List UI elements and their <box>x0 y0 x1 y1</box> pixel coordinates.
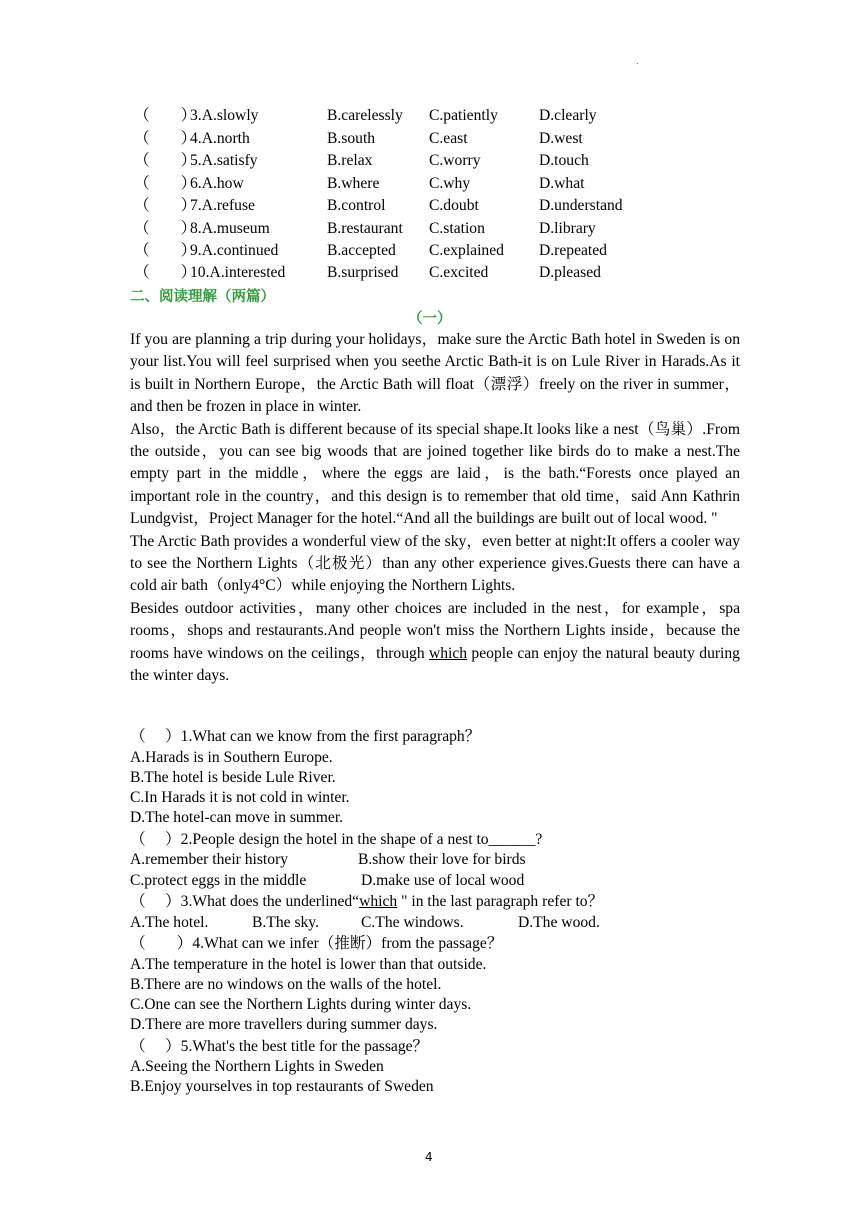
paragraph-3: The Arctic Bath provides a wonderful view of the sky，even better at night:It offers a cooler way to see the Northern Lights（北极光）than any other experience gives.Guests there can have a cold air bath（only4°C）while enjoying the Northern Lights. <box>130 532 740 595</box>
answer-blank: （ ） <box>134 197 197 214</box>
option-c: C.patiently <box>429 107 498 124</box>
option-c: C.doubt <box>429 197 479 214</box>
option-a: 8.A.museum <box>190 220 270 237</box>
option-c: C.worry <box>429 152 481 169</box>
option-a: 6.A.how <box>190 175 244 192</box>
option-b: B.control <box>327 197 386 214</box>
option-c: C.station <box>429 220 485 237</box>
question-5: （ ）5.What's the best title for the passage？ <box>130 1038 429 1055</box>
q4-option-d: D.There are more travellers during summer days. <box>130 1016 438 1033</box>
passage <box>130 329 740 688</box>
option-d: D.touch <box>539 152 589 169</box>
q2-option-a: A.remember their history <box>130 851 289 868</box>
answer-blank: ______ <box>488 831 536 848</box>
paragraph-4: Besides outdoor activities，many other choices are included in the nest，for example，spa rooms，shops and restaurants.And people won't miss the Northern Lights inside，because the rooms have windows on the ceilings，through which people can enjoy the natural beauty during the winter days. <box>130 599 740 685</box>
option-d: D.understand <box>539 197 623 214</box>
q4-option-b: B.There are no windows on the walls of the hotel. <box>130 976 442 993</box>
paragraph-2: Also，the Arctic Bath is different because of its special shape.It looks like a nest（鸟巢）.From the outside，you can see big woods that are joined together like birds do to make a nest.The empty part in the middle，where the eggs are laid，is the bath.“Forests once played an important role in the country，and this design is to remember that old time，said Ann Kathrin Lundgvist，Project Manager for the hotel.“And all the buildings are built out of local wood. " <box>130 420 740 528</box>
option-a: 3.A.slowly <box>190 107 259 124</box>
q5-option-b: B.Enjoy yourselves in top restaurants of Sweden <box>130 1078 434 1095</box>
answer-blank: （ ） <box>134 152 197 169</box>
q2-option-c: C.protect eggs in the middle <box>130 872 307 889</box>
q1-option-c: C.In Harads it is not cold in winter. <box>130 789 350 806</box>
option-d: D.library <box>539 220 596 237</box>
q4-option-c: C.One can see the Northern Lights during winter days. <box>130 996 472 1013</box>
option-a: 4.A.north <box>190 130 250 147</box>
question-4: （ ）4.What can we infer（推断）from the passage？ <box>130 935 503 952</box>
option-a: 10.A.interested <box>190 264 286 281</box>
option-c: C.east <box>429 130 468 147</box>
option-d: D.repeated <box>539 242 607 259</box>
question-3: （ ）3.What does the underlined“which " in the last paragraph refer to？ <box>130 893 604 910</box>
option-b: B.where <box>327 175 380 192</box>
option-b: B.restaurant <box>327 220 403 237</box>
answer-blank: （ ） <box>134 107 197 124</box>
q1-option-a: A.Harads is in Southern Europe. <box>130 749 333 766</box>
option-c: C.excited <box>429 264 489 281</box>
underlined-which: which <box>428 644 468 662</box>
option-c: C.why <box>429 175 471 192</box>
q3-option-b: B.The sky. <box>252 914 319 931</box>
option-d: D.what <box>539 175 585 192</box>
paragraph-1: If you are planning a trip during your holidays，make sure the Arctic Bath hotel in Sweden is on your list.You will feel surprised when you seethe Arctic Bath-it is on Lule River in Harads.As it is built in Northern Europe，the Arctic Bath will float（漂浮）freely on the river in summer，and then be frozen in place in winter. <box>130 331 740 416</box>
option-d: D.clearly <box>539 107 597 124</box>
question-1: （ ）1.What can we know from the first paragraph？ <box>130 728 481 745</box>
q1-option-b: B.The hotel is beside Lule River. <box>130 769 336 786</box>
q3-option-d: D.The wood. <box>518 914 600 931</box>
q1-option-d: D.The hotel-can move in summer. <box>130 809 344 826</box>
passage-number: （一） <box>408 311 452 327</box>
option-b: B.accepted <box>327 242 396 259</box>
option-b: B.south <box>327 130 376 147</box>
q3-option-c: C.The windows. <box>361 914 464 931</box>
answer-blank: （ ） <box>134 130 197 147</box>
answer-blank: （ ） <box>134 264 197 281</box>
q3-option-a: A.The hotel. <box>130 914 209 931</box>
answer-blank: （ ） <box>134 220 197 237</box>
answer-blank: （ ） <box>134 242 197 259</box>
option-d: D.west <box>539 130 583 147</box>
q2-option-b: B.show their love for birds <box>358 851 526 868</box>
header-dot: . <box>636 56 639 67</box>
option-a: 9.A.continued <box>190 242 279 259</box>
option-c: C.explained <box>429 242 504 259</box>
page-number: 4 <box>425 1150 433 1164</box>
option-b: B.surprised <box>327 264 399 281</box>
option-d: D.pleased <box>539 264 601 281</box>
q5-option-a: A.Seeing the Northern Lights in Sweden <box>130 1058 384 1075</box>
q4-option-a: A.The temperature in the hotel is lower than that outside. <box>130 956 487 973</box>
option-a: 5.A.satisfy <box>190 152 258 169</box>
section-title: 二、阅读理解（两篇） <box>130 289 275 305</box>
option-b: B.carelessly <box>327 107 403 124</box>
question-2: （ ）2.People design the hotel in the shape of a nest to______? <box>130 831 543 848</box>
option-b: B.relax <box>327 152 373 169</box>
answer-blank: （ ） <box>134 175 197 192</box>
option-a: 7.A.refuse <box>190 197 255 214</box>
q2-option-d: D.make use of local wood <box>361 872 525 889</box>
